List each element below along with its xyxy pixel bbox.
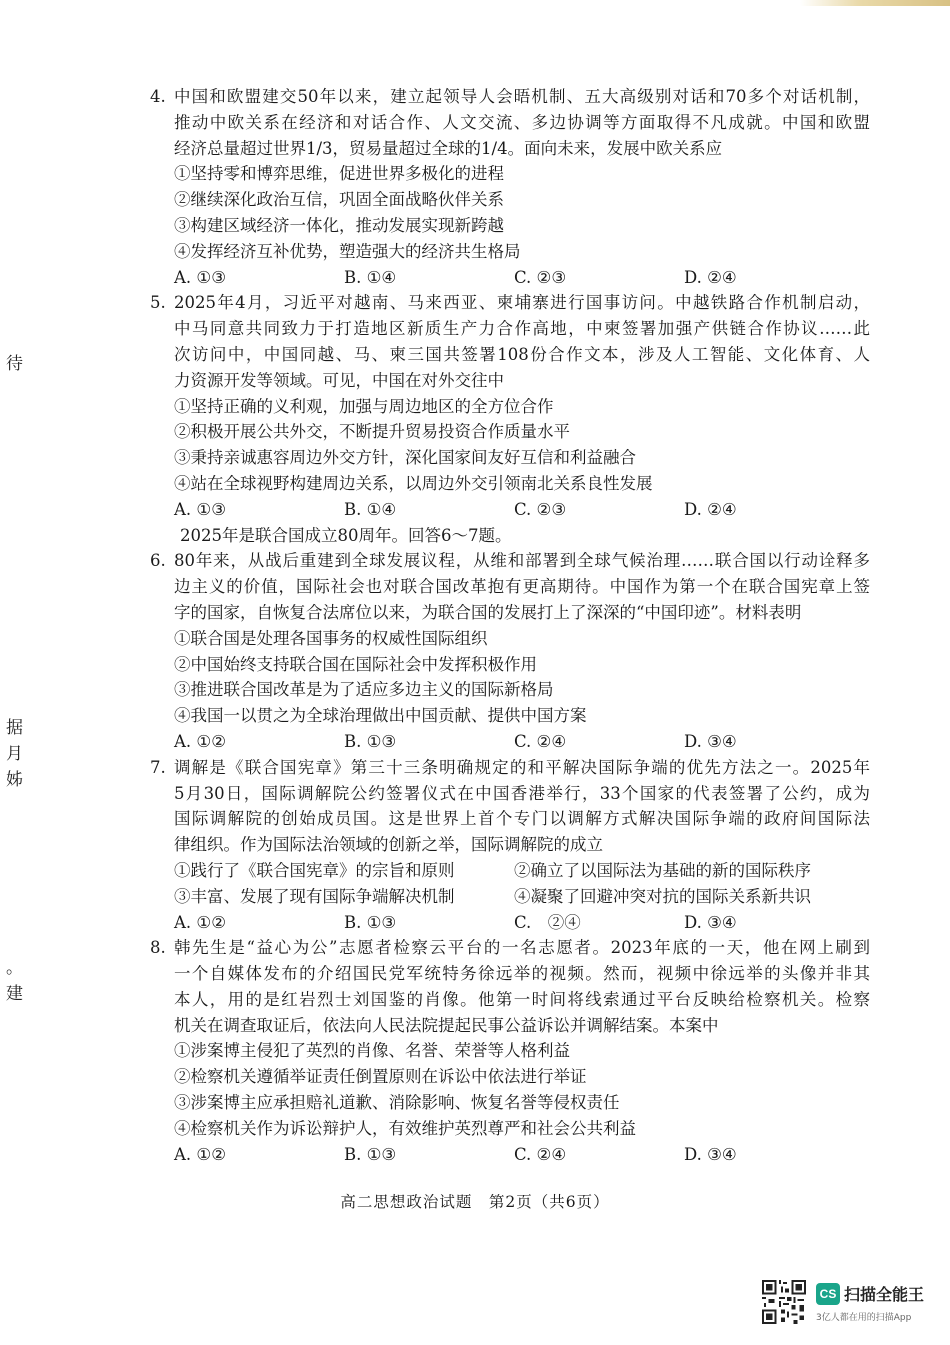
scanner-watermark xyxy=(762,1280,932,1330)
question-number: 5. xyxy=(150,293,166,313)
statement-3: ③秉持亲诚惠容周边外交方针，深化国家间友好互信和利益融合 xyxy=(174,448,636,468)
choice-b: B. ①③ xyxy=(344,731,397,751)
question-stem-line: 机关在调查取证后，依法向人民法院提起民事公益诉讼并调解结案。本案中 xyxy=(174,1015,719,1035)
statement-1: ①联合国是处理各国事务的权威性国际组织 xyxy=(174,628,488,648)
cs-logo-icon: CS xyxy=(816,1283,840,1305)
statement-4: ④凝聚了回避冲突对抗的国际关系新共识 xyxy=(514,886,811,906)
question-stem-line: 力资源开发等领域。可见，中国在对外交往中 xyxy=(174,370,504,390)
choice-c: C. ②④ xyxy=(514,731,567,751)
answer-choices xyxy=(150,497,870,523)
margin-note: 。 xyxy=(6,958,23,978)
section-intro: 2025年是联合国成立80周年。回答6～7题。 xyxy=(180,525,512,545)
choice-d: D. ②④ xyxy=(684,499,737,519)
question-number: 8. xyxy=(150,938,166,958)
question-7 xyxy=(150,755,870,936)
statement-1: ①涉案博主侵犯了英烈的肖像、名誉、荣誉等人格利益 xyxy=(174,1041,570,1061)
question-number: 4. xyxy=(150,87,166,106)
question-stem-line: 次访问中，中国同越、马、柬三国共签署108份合作文本，涉及人工智能、文化体育、人 xyxy=(174,344,870,364)
question-stem-line: 推动中欧关系在经济和对话合作、人文交流、多边协调等方面取得不凡成就。中国和欧盟 xyxy=(174,112,870,132)
question-number: 6. xyxy=(150,551,166,571)
question-stem-line: 一个自媒体发布的介绍国民党军统特务徐远举的视频。然而，视频中徐远举的头像并非其 xyxy=(174,964,870,984)
answer-choices xyxy=(150,729,870,755)
choice-b: B. ①④ xyxy=(344,499,397,519)
question-5 xyxy=(150,290,870,522)
margin-note: 建 xyxy=(6,984,23,1004)
question-8 xyxy=(150,935,870,1167)
choice-d: D. ③④ xyxy=(684,731,737,751)
choice-c: C. ②④ xyxy=(514,912,581,932)
question-stem-line: 国际调解院的创始成员国。这是世界上首个专门以调解方式解决国际争端的政府间国际法 xyxy=(174,809,870,829)
choice-a: A. ①② xyxy=(174,912,226,932)
statement-2: ②积极开展公共外交，不断提升贸易投资合作质量水平 xyxy=(174,422,570,442)
question-stem-line: 中国和欧盟建交50年以来，建立起领导人会晤机制、五大高级别对话和70多个对话机制， xyxy=(174,87,870,106)
question-stem-line: 经济总量超过世界1/3，贸易量超过全球的1/4。面向未来，发展中欧关系应 xyxy=(174,138,723,158)
statement-row xyxy=(150,858,870,884)
answer-choices xyxy=(150,1142,870,1168)
choice-b: B. ①③ xyxy=(344,912,397,932)
question-stem-line: 律组织。作为国际法治领域的创新之举，国际调解院的成立 xyxy=(174,835,603,855)
statement-1: ①坚持正确的义利观，加强与周边地区的全方位合作 xyxy=(174,396,554,416)
choice-c: C. ②③ xyxy=(514,499,567,519)
statement-3: ③涉案博主应承担赔礼道歉、消除影响、恢复名誉等侵权责任 xyxy=(174,1093,620,1113)
statement-1: ①践行了《联合国宪章》的宗旨和原则 xyxy=(174,860,455,880)
statement-2: ②检察机关遵循举证责任倒置原则在诉讼中依法进行举证 xyxy=(174,1067,587,1087)
statement-row xyxy=(150,884,870,910)
question-4 xyxy=(150,84,870,290)
question-stem-line: 韩先生是“益心为公”志愿者检察云平台的一名志愿者。2023年底的一天，他在网上刷到 xyxy=(174,938,870,958)
question-stem-line: 调解是《联合国宪章》第三十三条明确规定的和平解决国际争端的优先方法之一。2025年 xyxy=(174,757,870,777)
statement-2: ②继续深化政治互信，巩固全面战略伙伴关系 xyxy=(174,190,504,210)
choice-b: B. ①③ xyxy=(344,1144,397,1164)
margin-note: 姊 xyxy=(6,770,23,790)
statement-4: ④我国一以贯之为全球治理做出中国贡献、提供中国方案 xyxy=(174,706,587,726)
choice-a: A. ①② xyxy=(174,1144,226,1164)
scanner-tagline: 3亿人都在用的扫描App xyxy=(816,1313,912,1323)
statement-3: ③构建区域经济一体化，推动发展实现新跨越 xyxy=(174,215,504,235)
margin-note: 待 xyxy=(6,354,23,374)
choice-c: C. ②④ xyxy=(514,1144,567,1164)
choice-d: D. ②④ xyxy=(684,267,737,287)
choice-c: C. ②③ xyxy=(514,267,567,287)
choice-d: D. ③④ xyxy=(684,1144,737,1164)
question-stem-line: 80年来，从战后重建到全球发展议程，从维和部署到全球气候治理……联合国以行动诠释多 xyxy=(174,551,870,571)
statement-4: ④站在全球视野构建周边关系，以周边外交引领南北关系良性发展 xyxy=(174,473,653,493)
statement-3: ③丰富、发展了现有国际争端解决机制 xyxy=(174,886,455,906)
statement-3: ③推进联合国改革是为了适应多边主义的国际新格局 xyxy=(174,680,554,700)
question-stem-line: 本人，用的是红岩烈士刘国鉴的肖像。他第一时间将线索通过平台反映给检察机关。检察 xyxy=(174,989,870,1009)
choice-d: D. ③④ xyxy=(684,912,737,932)
question-stem-line: 边主义的价值，国际社会也对联合国改革抱有更高期待。中国作为第一个在联合国宪章上签 xyxy=(174,577,870,597)
question-stem-line: 字的国家，自恢复合法席位以来，为联合国的发展打上了深深的“中国印迹”。材料表明 xyxy=(174,602,802,622)
statement-4: ④发挥经济互补优势，塑造强大的经济共生格局 xyxy=(174,241,521,261)
qr-code-icon xyxy=(762,1280,806,1324)
exam-content xyxy=(150,84,870,1167)
scanner-app-name: 扫描全能王 xyxy=(844,1285,925,1304)
margin-note: 据 xyxy=(6,718,23,738)
statement-2: ②确立了以国际法为基础的新的国际秩序 xyxy=(514,860,811,880)
statement-2: ②中国始终支持联合国在国际社会中发挥积极作用 xyxy=(174,654,537,674)
page-footer: 高二思想政治试题 第2页（共6页） xyxy=(340,1193,610,1211)
statement-4: ④检察机关作为诉讼辩护人，有效维护英烈尊严和社会公共利益 xyxy=(174,1118,636,1138)
question-stem-line: 2025年4月，习近平对越南、马来西亚、柬埔寨进行国事访问。中越铁路合作机制启动， xyxy=(174,293,870,313)
choice-b: B. ①④ xyxy=(344,267,397,287)
question-stem-line: 5月30日，国际调解院公约签署仪式在中国香港举行，33个国家的代表签署了公约，成为 xyxy=(174,783,870,803)
question-stem-line: 中马同意共同致力于打造地区新质生产力合作高地，中柬签署加强产供链合作协议……此 xyxy=(174,319,870,339)
answer-choices xyxy=(150,265,870,291)
choice-a: A. ①③ xyxy=(174,267,226,287)
statement-1: ①坚持零和博弈思维，促进世界多极化的进程 xyxy=(174,164,504,184)
choice-a: A. ①② xyxy=(174,731,226,751)
margin-note: 月 xyxy=(6,744,23,764)
answer-choices xyxy=(150,910,870,936)
question-number: 7. xyxy=(150,757,166,777)
choice-a: A. ①③ xyxy=(174,499,226,519)
page-edge-mark xyxy=(800,0,950,6)
question-6 xyxy=(150,548,870,754)
